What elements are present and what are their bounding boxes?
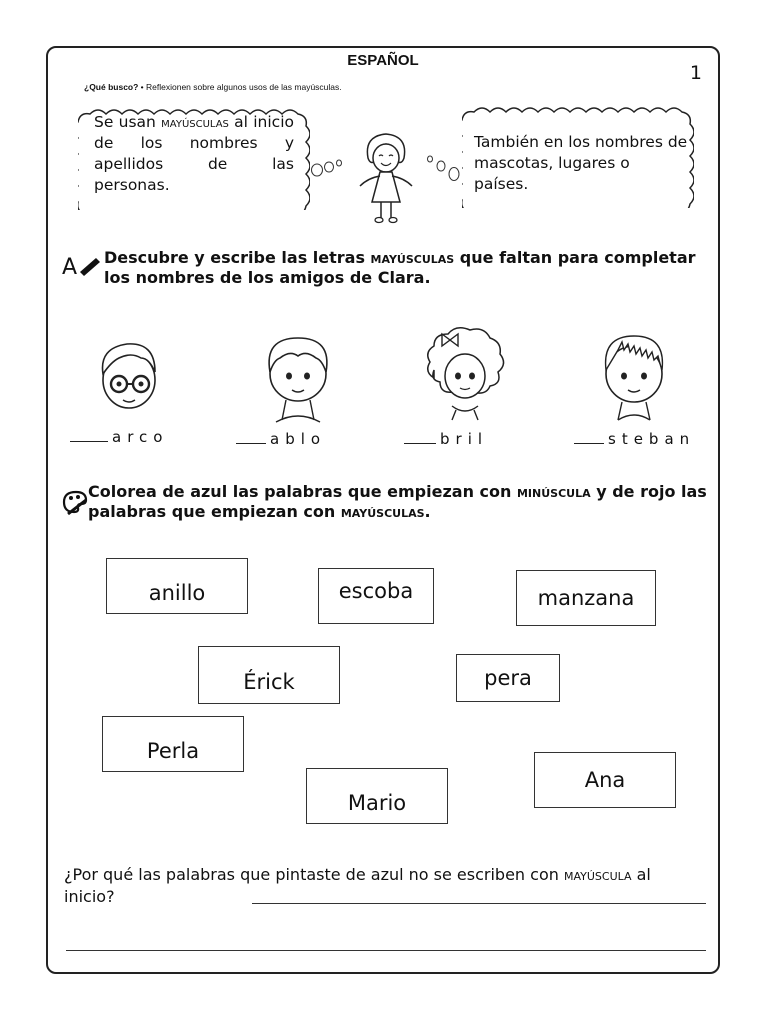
name-fragment: arco xyxy=(112,428,169,446)
blank-line[interactable] xyxy=(70,440,108,442)
word-box-perla[interactable]: Perla xyxy=(102,716,244,772)
blank-line[interactable] xyxy=(404,442,436,444)
section-b-part2: y de rojo las palabras que empiezan con xyxy=(88,482,707,521)
section-b-part1: Colorea de azul las palabras que empiezan con xyxy=(88,482,517,501)
name-blank-esteban[interactable] xyxy=(574,430,695,448)
goal-bullet: • xyxy=(138,82,147,92)
word-box-erick[interactable]: Érick xyxy=(198,646,340,704)
learning-goal xyxy=(84,82,342,92)
word-box-pera[interactable]: pera xyxy=(456,654,560,702)
name-blank-pablo[interactable] xyxy=(236,430,326,448)
name-fragment: ablo xyxy=(270,430,327,448)
word-box-mario[interactable]: Mario xyxy=(306,768,448,824)
blank-line[interactable] xyxy=(236,442,266,444)
name-fragment: steban xyxy=(608,430,696,448)
cloud-left-text xyxy=(94,112,294,196)
word-box-manzana[interactable]: manzana xyxy=(516,570,656,626)
subject-title: ESPAÑOL xyxy=(347,52,419,69)
answer-line-2[interactable] xyxy=(66,950,706,951)
answer-line-1[interactable] xyxy=(252,903,706,904)
name-fragment: bril xyxy=(440,430,489,448)
section-a-part1: Descubre y escribe las letras xyxy=(104,248,371,267)
page-number: 1 xyxy=(689,62,702,84)
goal-text: Reflexionen sobre algunos usos de las mayúsculas. xyxy=(146,82,342,92)
boy-glasses-illustration xyxy=(90,336,168,420)
section-a-smallcaps: mayúsculas xyxy=(370,249,455,267)
worksheet-frame xyxy=(46,46,720,974)
girl-abril-illustration xyxy=(420,326,510,426)
cloud-right-text: También en los nombres de mascotas, lugares o países. xyxy=(474,133,688,193)
cloud-left-part2: al inicio de los nombres y apellidos de las personas. xyxy=(94,113,294,194)
pencil-writing-icon xyxy=(62,252,104,278)
girl-clara-illustration xyxy=(346,128,426,228)
thought-bubbles-right-icon xyxy=(426,152,462,186)
section-a-instruction xyxy=(104,248,704,288)
section-b-part3: . xyxy=(424,502,431,521)
boy-esteban-illustration xyxy=(590,330,678,424)
palette-brush-icon xyxy=(60,488,90,518)
word-box-ana[interactable]: Ana xyxy=(534,752,676,808)
word-box-escoba[interactable]: escoba xyxy=(318,568,434,624)
question-part1: ¿Por qué las palabras que pintaste de azul no se escriben con xyxy=(64,865,564,884)
name-blank-abril[interactable] xyxy=(404,430,488,448)
thought-bubbles-left-icon xyxy=(310,152,344,178)
goal-label: ¿Qué busco? xyxy=(84,82,139,92)
question-smallcaps: mayúscula xyxy=(563,866,632,884)
blank-line[interactable] xyxy=(574,442,604,444)
reflection-question xyxy=(64,864,684,908)
section-a-letter: A xyxy=(62,255,78,278)
section-b-smallcaps-2: mayúsculas xyxy=(340,503,425,521)
cloud-left-smallcaps: mayúsculas xyxy=(161,114,229,131)
boy-pablo-illustration xyxy=(256,332,340,424)
section-b-instruction xyxy=(88,482,718,522)
question-part2: al inicio? xyxy=(64,865,651,906)
section-b-smallcaps-1: minúscula xyxy=(516,483,591,501)
name-blank-marco[interactable] xyxy=(70,428,168,446)
section-a-part2: que faltan para completar los nombres de los amigos de Clara. xyxy=(104,248,696,287)
word-box-anillo[interactable]: anillo xyxy=(106,558,248,614)
cloud-left-part1: Se usan xyxy=(94,113,162,131)
